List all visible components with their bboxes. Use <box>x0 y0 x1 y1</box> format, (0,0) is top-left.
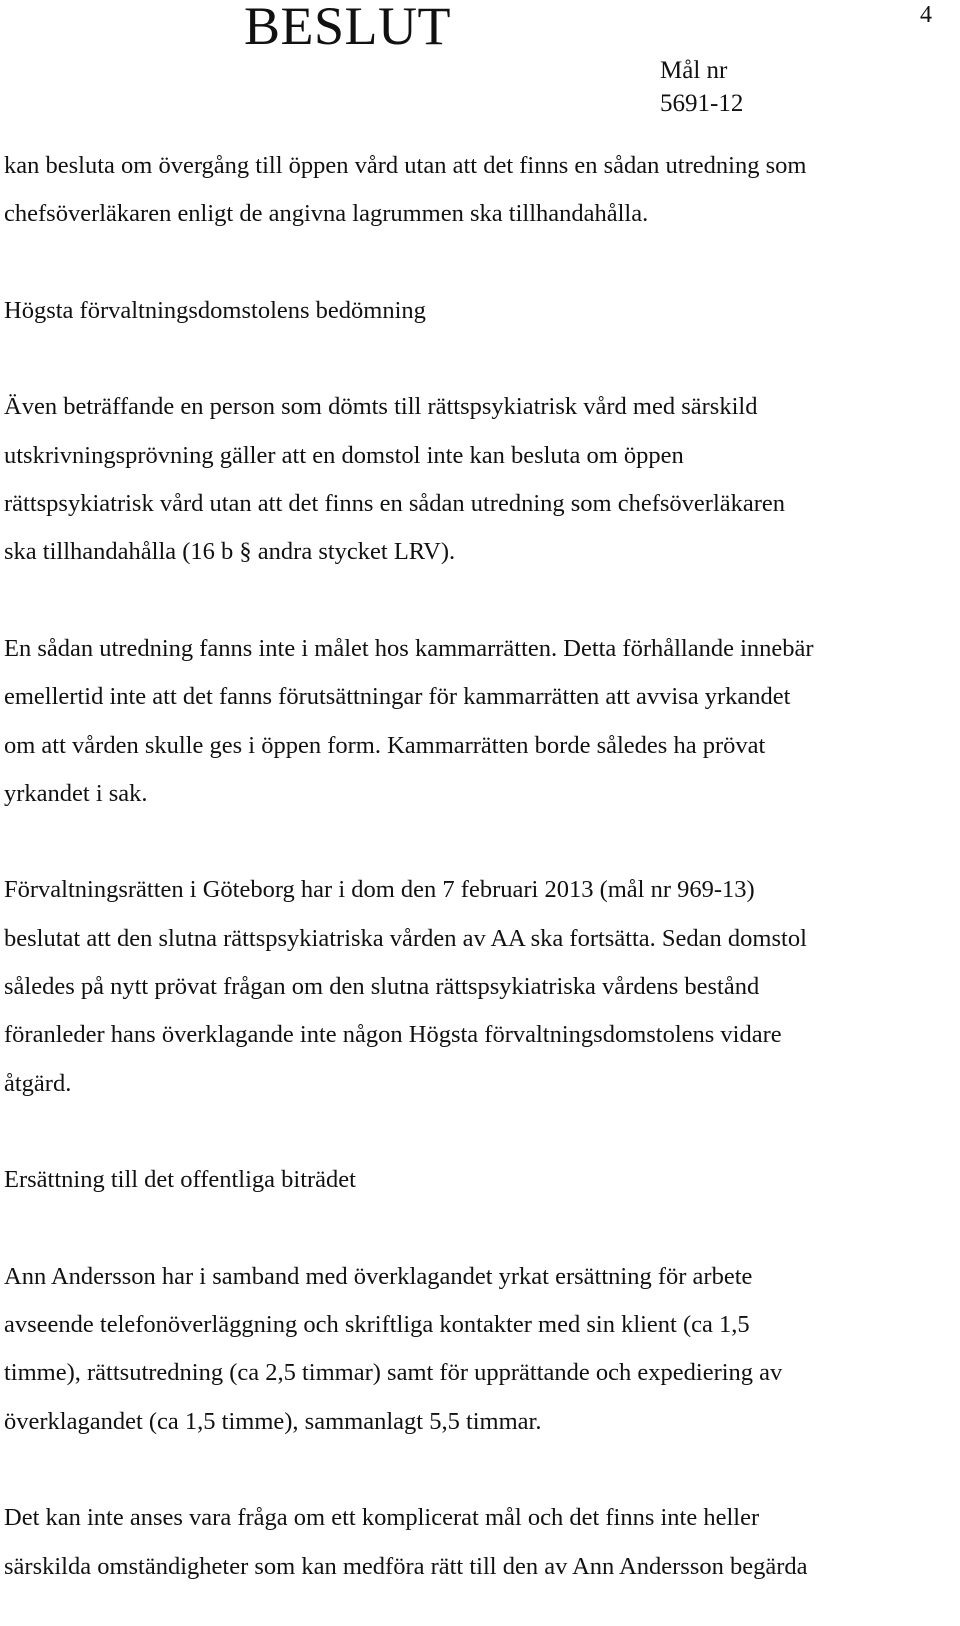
paragraph-continuation: kan besluta om övergång till öppen vård utan att det finns en sådan utredning som chefsöverläkaren enligt de angivna lagrummen ska tillhandahålla. <box>4 152 807 228</box>
document-title: BESLUT <box>244 0 452 56</box>
document-body <box>4 142 949 1591</box>
paragraph-assessment-1: Även beträffande en person som dömts till rättspsykiatrisk vård med särskild utskrivningsprövning gäller att en domstol inte kan besluta om öppen rättspsykiatrisk vård utan att det finns en sådan utredning som chefsöverläkaren ska tillhandahålla (16 b § andra stycket LRV). <box>4 393 786 566</box>
paragraph-compensation-2: Det kan inte anses vara fråga om ett komplicerat mål och det finns inte heller särskilda omständigheter som kan medföra rätt till den av Ann Andersson begärda <box>4 1504 808 1580</box>
section-heading-compensation: Ersättning till det offentliga biträdet <box>4 1166 356 1194</box>
paragraph-assessment-2: En sådan utredning fanns inte i målet hos kammarrätten. Detta förhållande innebär emellertid inte att det fanns förutsättningar för kammarrätten att avvisa yrkandet om att vården skulle ges i öppen form. Kammarrätten borde således ha prövat yrkandet i sak. <box>4 634 814 807</box>
case-number-label: Mål nr <box>660 57 728 84</box>
case-reference <box>660 54 743 120</box>
paragraph-assessment-3: Förvaltningsrätten i Göteborg har i dom den 7 februari 2013 (mål nr 969-13) beslutat att den slutna rättspsykiatriska vården av AA ska fortsätta. Sedan domstol således på nytt prövat frågan om den slutna rättspsykiatriska vårdens bestånd föranleder hans överklagande inte någon Högsta förvaltningsdomstolens vidare åtgärd. <box>4 876 807 1097</box>
case-number: 5691-12 <box>660 90 744 117</box>
paragraph-compensation-1: Ann Andersson har i samband med överklagandet yrkat ersättning för arbete avseende telefonöverläggning och skriftliga kontakter med sin klient (ca 1,5 timme), rättsutredning (ca 2,5 timmar) samt för upprättande och expediering av överklagandet (ca 1,5 timme), sammanlagt 5,5 timmar. <box>4 1262 783 1435</box>
page-number: 4 <box>920 2 932 28</box>
section-heading-assessment: Högsta förvaltningsdomstolens bedömning <box>4 296 426 324</box>
